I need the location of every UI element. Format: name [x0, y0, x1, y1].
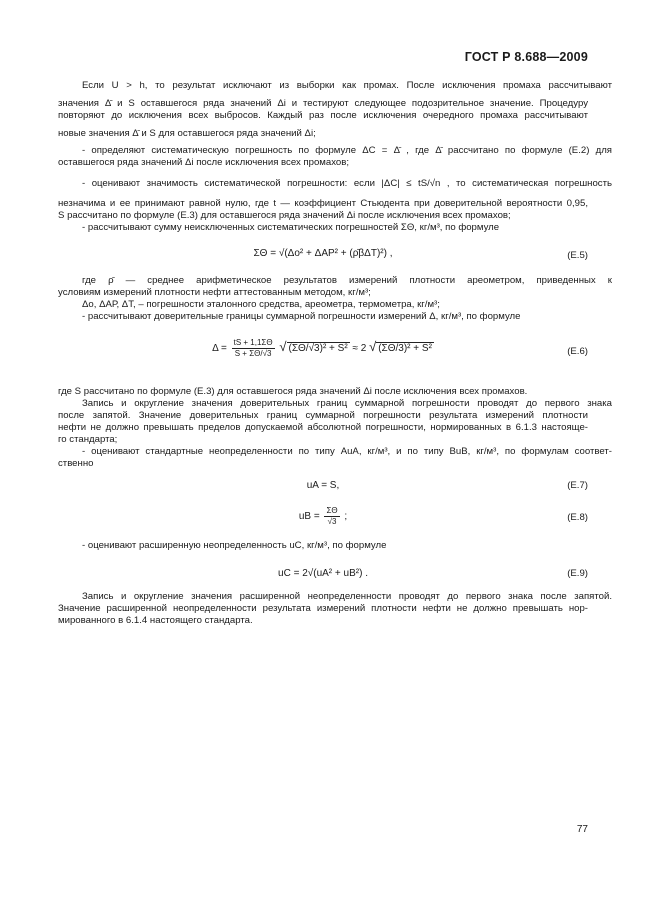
text-line: Δо, ΔАР, ΔТ, – погрешности эталонного средства, ареометра, термометра, кг/м³; — [82, 299, 440, 310]
text-line: - определяют систематическую погрешность по формуле ΔС = Δ̄ , где Δ̄ рассчитано по формуле (Е.2) для — [82, 145, 612, 156]
formula-e6-left: Δ = — [212, 343, 227, 355]
text-line: мированного в 6.1.4 настоящего стандарта. — [58, 615, 253, 626]
standard-header: ГОСТ Р 8.688—2009 — [464, 50, 588, 64]
formula-e8-fraction — [324, 506, 339, 527]
equation-number: (Е.9) — [567, 568, 588, 579]
text-line: ственно — [58, 458, 94, 469]
equation-number: (Е.6) — [567, 346, 588, 357]
equation-number: (Е.5) — [567, 250, 588, 261]
text-line: - рассчитывают доверительные границы суммарной погрешности измерений Δ, кг/м³, по формуле — [82, 311, 521, 322]
formula-e8-left: uB = — [298, 511, 320, 523]
equation-number: (Е.7) — [567, 480, 588, 491]
text-line: - оценивают стандартные неопределенности по типу АuA, кг/м³, и по типу ВuB, кг/м³, по формулам соответ- — [82, 446, 612, 457]
formula-e6-approx: ≈ 2 — [352, 343, 367, 355]
text-line: го стандарта; — [58, 434, 118, 445]
text-line: Запись и округление значения расширенной неопределенности проводят до первого знака после запятой. — [82, 591, 612, 602]
text-line: после запятой. Значение доверительных границ суммарной погрешности результата измерений плотности — [58, 410, 588, 421]
formula-e7: uA = S, — [306, 480, 340, 491]
sqrt-icon: √ — [279, 339, 287, 355]
text-line: - оценивают значимость систематической погрешности: если |ΔС| ≤ tS/√n , то систематическая погрешность — [82, 178, 612, 189]
text-line: где ρ̄ — среднее арифметическое результатов измерений плотности ареометром, приведенных к — [82, 275, 612, 286]
page-number: 77 — [576, 824, 588, 835]
formula-e6-radicand-2: (ΣΘ/3)² + S² — [378, 343, 432, 355]
sqrt-icon: √ — [369, 339, 377, 355]
text-line: - рассчитывают сумму неисключенных систематических погрешностей ΣΘ, кг/м³, по формуле — [82, 222, 500, 233]
text-line: Значение расширенной неопределенности результата измерений плотности нефти не должно превышать нор- — [58, 603, 588, 614]
text-line: где S рассчитано по формуле (Е.3) для оставшегося ряда значений Δi после исключения всех промахов. — [58, 386, 528, 397]
text-line: оставшегося ряда значений Δi после исключения всех промахов; — [58, 157, 350, 168]
formula-e8-end: ; — [344, 511, 348, 523]
text-line: Запись и округление значения доверительных границ суммарной погрешности проводят до первого знака — [82, 398, 612, 409]
formula-e6-radicand: (ΣΘ/√3)² + S² — [288, 343, 348, 355]
text-line: повторяют до исключения всех выбросов. Каждый раз после исключения очередного промаха рассчитывают — [58, 110, 588, 121]
formula-e8-denominator: √3 — [327, 517, 337, 526]
text-line: нефти не должно превышать пределов допускаемой абсолютной погрешности, нормированных в 6.1.3 настояще- — [58, 422, 588, 433]
equation-number: (Е.8) — [567, 512, 588, 523]
text-line: - оценивают расширенную неопределенность uC, кг/м³, по формуле — [82, 540, 387, 551]
formula-e8-numerator: ΣΘ — [326, 506, 338, 515]
formula-e5: ΣΘ = √(Δо² + ΔАР² + (ρ̄βΔТ)²) , — [253, 248, 393, 259]
formula-e6 — [0, 338, 646, 359]
formula-e6-numerator: tS + 1,1ΣΘ — [233, 338, 273, 347]
formula-e9: uC = 2√(uA² + uB²) . — [278, 568, 368, 579]
text-line: условиям измерений плотности нефти аттестованным методом, кг/м³; — [58, 287, 371, 298]
formula-e6-fraction — [232, 338, 275, 359]
text-line: Если U > h, то результат исключают из выборки как промах. После исключения промаха рассчитывают — [82, 80, 612, 91]
text-line: S рассчитано по формуле (Е.3) для оставшегося ряда значений Δi после исключения всех промахов; — [58, 210, 511, 221]
text-line: значения Δ̄ и S оставшегося ряда значений Δi и тестируют следующее подозрительное значение. Процедуру — [58, 98, 588, 109]
text-line: новые значения Δ̄ и S для оставшегося ряда значений Δi; — [58, 128, 316, 139]
text-line: незначима и ее принимают равной нулю, где t — коэффициент Стьюдента при доверительной вероятности 0,95, — [58, 198, 588, 209]
formula-e8 — [0, 506, 646, 527]
formula-e6-denominator: S + ΣΘ/√3 — [234, 349, 272, 358]
